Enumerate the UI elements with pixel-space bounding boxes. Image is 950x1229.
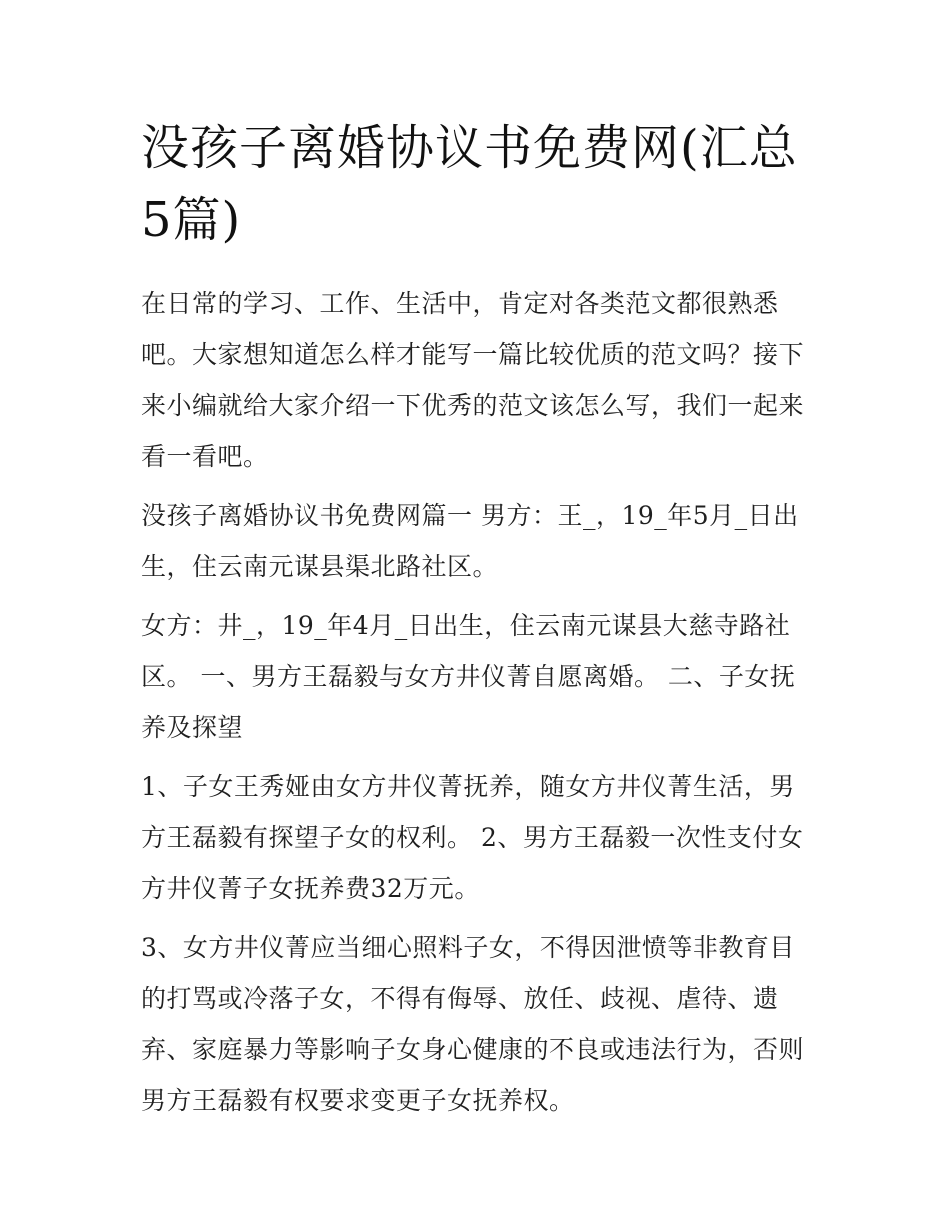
- paragraph-intro: 在日常的学习、工作、生活中，肯定对各类范文都很熟悉吧。大家想知道怎么样才能写一篇比较优质的范文吗？接下来小编就给大家介绍一下优秀的范文该怎么写，我们一起来看一看吧。: [141, 289, 805, 471]
- paragraph-clause-1-2: 1、子女王秀娅由女方井仪菁抚养，随女方井仪菁生活，男方王磊毅有探望子女的权利。 2、男方王磊毅一次性支付女方井仪菁子女抚养费32万元。: [141, 772, 804, 903]
- paragraph-clause-3: 3、女方井仪菁应当细心照料子女，不得因泄愤等非教育目的打骂或冷落子女，不得有侮辱、放任、歧视、虐待、遗弃、家庭暴力等影响子女身心健康的不良或违法行为，否则男方王磊毅有权要求变更子女抚养权。: [141, 933, 805, 1115]
- paragraph-female-party: 女方：井_，19_年4月_日出生，住云南元谋县大慈寺路社区。 一、男方王磊毅与女方井仪菁自愿离婚。 二、子女抚养及探望: [141, 611, 796, 742]
- document-title: 没孩子离婚协议书免费网(汇总5篇): [141, 120, 798, 248]
- document-body: [141, 112, 816, 1134]
- paragraph-male-party: 没孩子离婚协议书免费网篇一 男方：王_，19_年5月_日出生，住云南元谋县渠北路社区。: [141, 501, 799, 581]
